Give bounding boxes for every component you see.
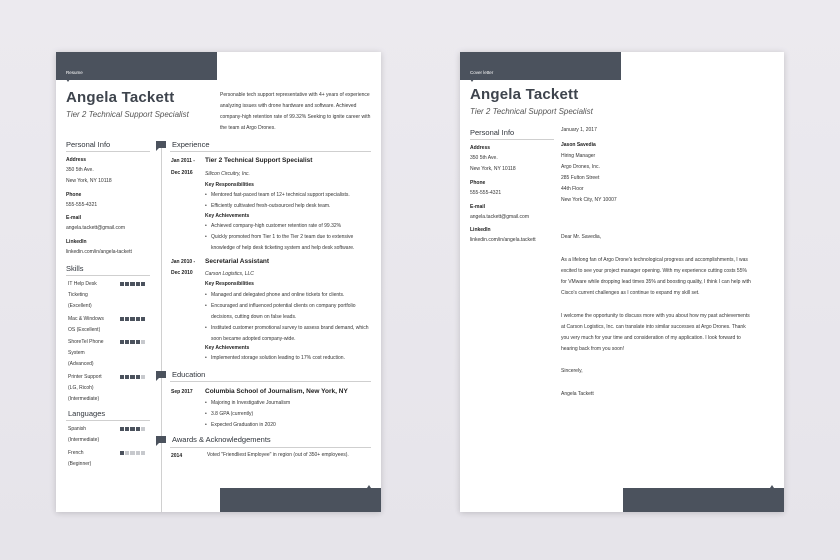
address-label: Address	[470, 145, 491, 151]
tag-pointer	[66, 79, 70, 82]
paragraph-line: for VMware while dropping lead times 35% and boosting quality, I think I can help with	[561, 279, 751, 285]
job-date-start: Jan 2011 -	[171, 158, 195, 164]
paragraph-line: you very much for your time and consideration of my application. I look forward to	[561, 335, 741, 341]
award-date: 2014	[171, 453, 183, 459]
rating-square	[136, 427, 140, 431]
rating-square	[130, 375, 134, 379]
skill-name: Mac & Windows	[68, 316, 104, 322]
salutation: Dear Mr. Savedia,	[561, 234, 602, 240]
bullet-item: • Managed and delegated phone and online tickets for clients.	[205, 290, 377, 301]
skills-heading: Skills	[66, 264, 84, 273]
email-value: angela.tackett@gmail.com	[66, 225, 125, 231]
bullet-item: • Majoring in Investigative Journalism	[205, 398, 377, 409]
rating-square	[120, 451, 124, 455]
rating-square	[130, 427, 134, 431]
responsibilities-label: Key Responsibilities	[205, 281, 254, 287]
job-company: Carson Logistics, LLC	[205, 271, 254, 277]
rating-square	[130, 340, 134, 344]
skill-name: Printer Support	[68, 374, 102, 380]
closing: Sincerely,	[561, 368, 583, 374]
rating-square	[120, 317, 124, 321]
address-line1: 350 5th Ave.	[470, 155, 498, 161]
rating-square	[130, 282, 134, 286]
cover-tag-bar	[460, 52, 621, 80]
bullet-item: • Implemented storage solution leading to 17% cost reduction.	[205, 353, 377, 364]
letter-date: January 1, 2017	[561, 127, 597, 133]
rating-square	[120, 282, 124, 286]
recipient-line: New York City, NY 10007	[561, 197, 617, 203]
job-date-start: Jan 2010 -	[171, 259, 196, 265]
linkedin-value: linkedin.com/in/angela-tackett	[66, 249, 132, 255]
paragraph-line: Cisco's current challenges as I continue to expand my skill set.	[561, 290, 700, 296]
bullet-item: • Encouraged and influenced potential clients on company portfolio decisions, cutting down on false leads.	[205, 301, 377, 323]
job-title: Tier 2 Technical Support Specialist	[205, 157, 313, 164]
bullet-item: • Mentored fast-paced team of 12+ technical support specialists.	[205, 190, 377, 201]
email-value: angela.tackett@gmail.com	[470, 214, 529, 220]
skill-item	[68, 314, 128, 336]
rating-square	[136, 340, 140, 344]
skill-rating	[120, 317, 145, 321]
address-line2: New York, NY 10118	[66, 178, 112, 184]
rating-square	[120, 375, 124, 379]
skill-level-text: (Intermediate)	[68, 396, 100, 402]
job-company: Silicon Circuitry, Inc.	[205, 171, 250, 177]
language-rating	[120, 427, 145, 431]
achievements-label: Key Achievements	[205, 345, 250, 351]
tag-pointer	[470, 79, 474, 82]
divider	[170, 151, 371, 152]
skill-name: (LG, Ricoh)	[68, 385, 94, 391]
rating-square	[141, 282, 145, 286]
skill-item	[68, 279, 128, 312]
rating-square	[120, 427, 124, 431]
rating-square	[136, 451, 140, 455]
paragraph-line: hearing back from you soon!	[561, 346, 625, 352]
resume-tag: Resume	[66, 70, 83, 75]
rating-square	[120, 340, 124, 344]
resume-summary: Personable tech support representative with 4+ years of experience analyzing issues with drone hardware and software. Achieved company-high retention rate of 99.32% Seeking to ignite career with the team at Argo Drones.	[220, 92, 371, 131]
section-marker-icon	[156, 436, 166, 443]
rating-square	[141, 375, 145, 379]
language-level-text: (Intermediate)	[68, 437, 100, 443]
email-label: E-mail	[470, 204, 486, 210]
resume-footer-bar	[220, 488, 381, 512]
divider	[66, 275, 150, 276]
footer-pointer	[367, 485, 371, 488]
linkedin-label: LinkedIn	[66, 239, 87, 245]
rating-square	[136, 375, 140, 379]
phone-label: Phone	[470, 180, 486, 186]
phone-label: Phone	[66, 192, 82, 198]
rating-square	[125, 375, 129, 379]
skill-name: Ticketing	[68, 292, 88, 298]
divider	[170, 381, 371, 382]
rating-square	[141, 317, 145, 321]
email-label: E-mail	[66, 215, 82, 221]
divider	[470, 139, 554, 140]
cover-tag: Cover letter	[470, 70, 494, 75]
address-label: Address	[66, 157, 87, 163]
bullet-item: • Achieved company-high customer retention rate of 99.32%	[205, 221, 377, 232]
personal-info-heading: Personal Info	[66, 140, 111, 149]
skill-name: IT Help Desk	[68, 281, 97, 287]
timeline-line	[161, 146, 162, 512]
cover-footer-bar	[623, 488, 784, 512]
achievements-label: Key Achievements	[205, 213, 250, 219]
rating-square	[141, 427, 145, 431]
skill-name: System	[68, 350, 85, 356]
language-level-text: (Beginner)	[68, 461, 92, 467]
language-item	[68, 448, 128, 470]
divider	[170, 447, 371, 448]
linkedin-label: LinkedIn	[470, 227, 491, 233]
skill-name: ShoreTel Phone	[68, 339, 104, 345]
rating-square	[125, 427, 129, 431]
award-text: Voted "Friendliest Employee" in region (out of 350+ employees).	[207, 452, 349, 458]
language-name: French	[68, 450, 84, 456]
education-heading: Education	[172, 370, 206, 379]
resume-tag-bar	[56, 52, 217, 80]
linkedin-value: linkedin.com/in/angela.tackett	[470, 237, 536, 243]
resume-name: Angela Tackett	[66, 89, 175, 106]
bullet-item: • Quickly promoted from Tier 1 to the Tier 2 team due to extensive knowledge of help desk ticketing system and help desk software.	[205, 232, 377, 254]
resume-page	[56, 52, 381, 512]
skill-name: OS (Excellent)	[68, 327, 101, 333]
address-line1: 350 5th Ave.	[66, 167, 94, 173]
skill-rating	[120, 282, 145, 286]
personal-info-heading: Personal Info	[470, 128, 515, 137]
education-date: Sep 2017	[171, 389, 193, 395]
cover-name: Angela Tackett	[470, 86, 579, 103]
responsibilities-label: Key Responsibilities	[205, 182, 254, 188]
rating-square	[125, 317, 129, 321]
rating-square	[130, 317, 134, 321]
language-item	[68, 424, 128, 446]
skill-item	[68, 337, 128, 370]
rating-square	[141, 451, 145, 455]
rating-square	[130, 451, 134, 455]
divider	[66, 420, 150, 421]
rating-square	[125, 451, 129, 455]
footer-pointer	[770, 485, 774, 488]
skill-rating	[120, 340, 145, 344]
signature: Angela Tackett	[561, 391, 594, 397]
paragraph-line: I welcome the opportunity to discuss more with you about how my past achievements	[561, 313, 750, 319]
rating-square	[125, 340, 129, 344]
skill-item	[68, 372, 128, 405]
paragraph-line: excited to see your project manager opening. With my experience cutting costs 55%	[561, 268, 747, 274]
recipient-line: 44th Floor	[561, 186, 584, 192]
resume-job-title: Tier 2 Technical Support Specialist	[66, 110, 189, 119]
bullet-item: • Expected Graduation in 2020	[205, 420, 377, 431]
awards-heading: Awards & Acknowledgements	[172, 435, 271, 444]
job-title: Secretarial Assistant	[205, 258, 270, 265]
recipient-name: Jason Savedia	[561, 142, 596, 148]
bullet-item: • Instituted customer promotional survey to assess brand demand, which soon became adopted company-wide.	[205, 323, 377, 345]
rating-square	[136, 317, 140, 321]
job-date-end: Dec 2010	[171, 270, 193, 276]
bullet-item: • 3.8 GPA (currently)	[205, 409, 377, 420]
paragraph-line: at Carson Logistics, Inc. can translate into similar successes at Argo Drones. Thank	[561, 324, 746, 330]
experience-heading: Experience	[172, 140, 210, 149]
languages-heading: Languages	[68, 409, 106, 418]
rating-square	[125, 282, 129, 286]
section-marker-icon	[156, 141, 166, 148]
divider	[66, 151, 150, 152]
skill-level-text: (Advanced)	[68, 361, 94, 367]
recipient-line: Argo Drones, Inc.	[561, 164, 600, 170]
rating-square	[136, 282, 140, 286]
recipient-line: Hiring Manager	[561, 153, 596, 159]
address-line2: New York, NY 10118	[470, 166, 516, 172]
cover-letter-page	[460, 52, 784, 512]
paragraph-line: As a lifelong fan of Argo Drone's technological progress and accomplishments, I was	[561, 257, 748, 263]
school-name: Columbia School of Journalism, New York, NY	[205, 388, 348, 395]
phone-value: 555-555-4321	[66, 202, 98, 208]
language-name: Spanish	[68, 426, 87, 432]
language-rating	[120, 451, 145, 455]
job-date-end: Dec 2016	[171, 170, 193, 176]
cover-job-title: Tier 2 Technical Support Specialist	[470, 107, 593, 116]
bullet-item: • Efficiently cultivated fresh-outsourced help desk team.	[205, 201, 377, 212]
section-marker-icon	[156, 371, 166, 378]
skill-level-text: (Excellent)	[68, 303, 92, 309]
phone-value: 555-555-4321	[470, 190, 502, 196]
recipient-line: 285 Fulton Street	[561, 175, 600, 181]
rating-square	[141, 340, 145, 344]
skill-rating	[120, 375, 145, 379]
